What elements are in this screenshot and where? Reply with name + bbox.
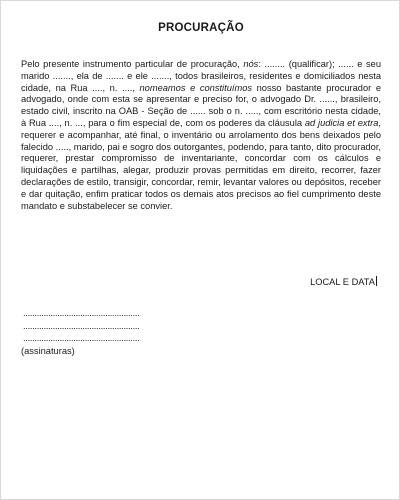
signature-block [21, 307, 139, 357]
signature-line: ................................................... [23, 308, 140, 318]
body-text-segment: , requerer e acompanhar, até final, o inventário ou arrolamento dos bens deixados pelo falecido ....., marido, pai e sogro dos outorgantes, podendo, para tanto, dito procurador, requerer, prestar compromisso de inventariante, concordar com os cálculos e liquidações e partilhas, alegar, produzir provas permitidas em direito, recorrer, fazer declarações de estilo, transigir, concordar, remir, levantar valores ou depósitos, receber e dar quitação, enfim praticar todos os demais atos precisos ao fiel cumprimento deste mandato e substabelecer se convier. [21, 117, 381, 211]
body-italic-segment: ad judicia et extra [304, 117, 379, 128]
body-text-segment: : ........ (qualificar); ...... e seu marido ......., ela de ....... e ele ......., todos brasileiros, residentes e domiciliados nesta cidade, na Rua ...., n. ...., [21, 59, 381, 93]
local-and-date-text: LOCAL E DATA [310, 277, 375, 287]
body-text-segment: nosso bastante procurador e advogado, onde com esta se apresentar e preciso for, o advogado Dr. ......, brasileiro, estado civil, inscrito na OAB - Seção de ...... sob o n. ....., com escritório nesta cidade, à Rua ...., n. ..., para o fim especial de, com os poderes da cláusula [21, 82, 381, 128]
document-title: PROCURAÇÃO [158, 22, 244, 34]
document-body [21, 59, 381, 212]
signature-line: ................................................... [23, 320, 140, 331]
signature-line: ................................................... [23, 333, 140, 343]
body-text-segment: Pelo presente instrumento particular de procuração, [21, 59, 244, 69]
signatures-label: (assinaturas) [21, 345, 75, 356]
body-italic-segment: nomeamos e constituímos [139, 82, 253, 93]
body-italic-segment: nós [243, 59, 259, 69]
local-and-date [310, 276, 377, 287]
text-cursor [376, 276, 377, 286]
